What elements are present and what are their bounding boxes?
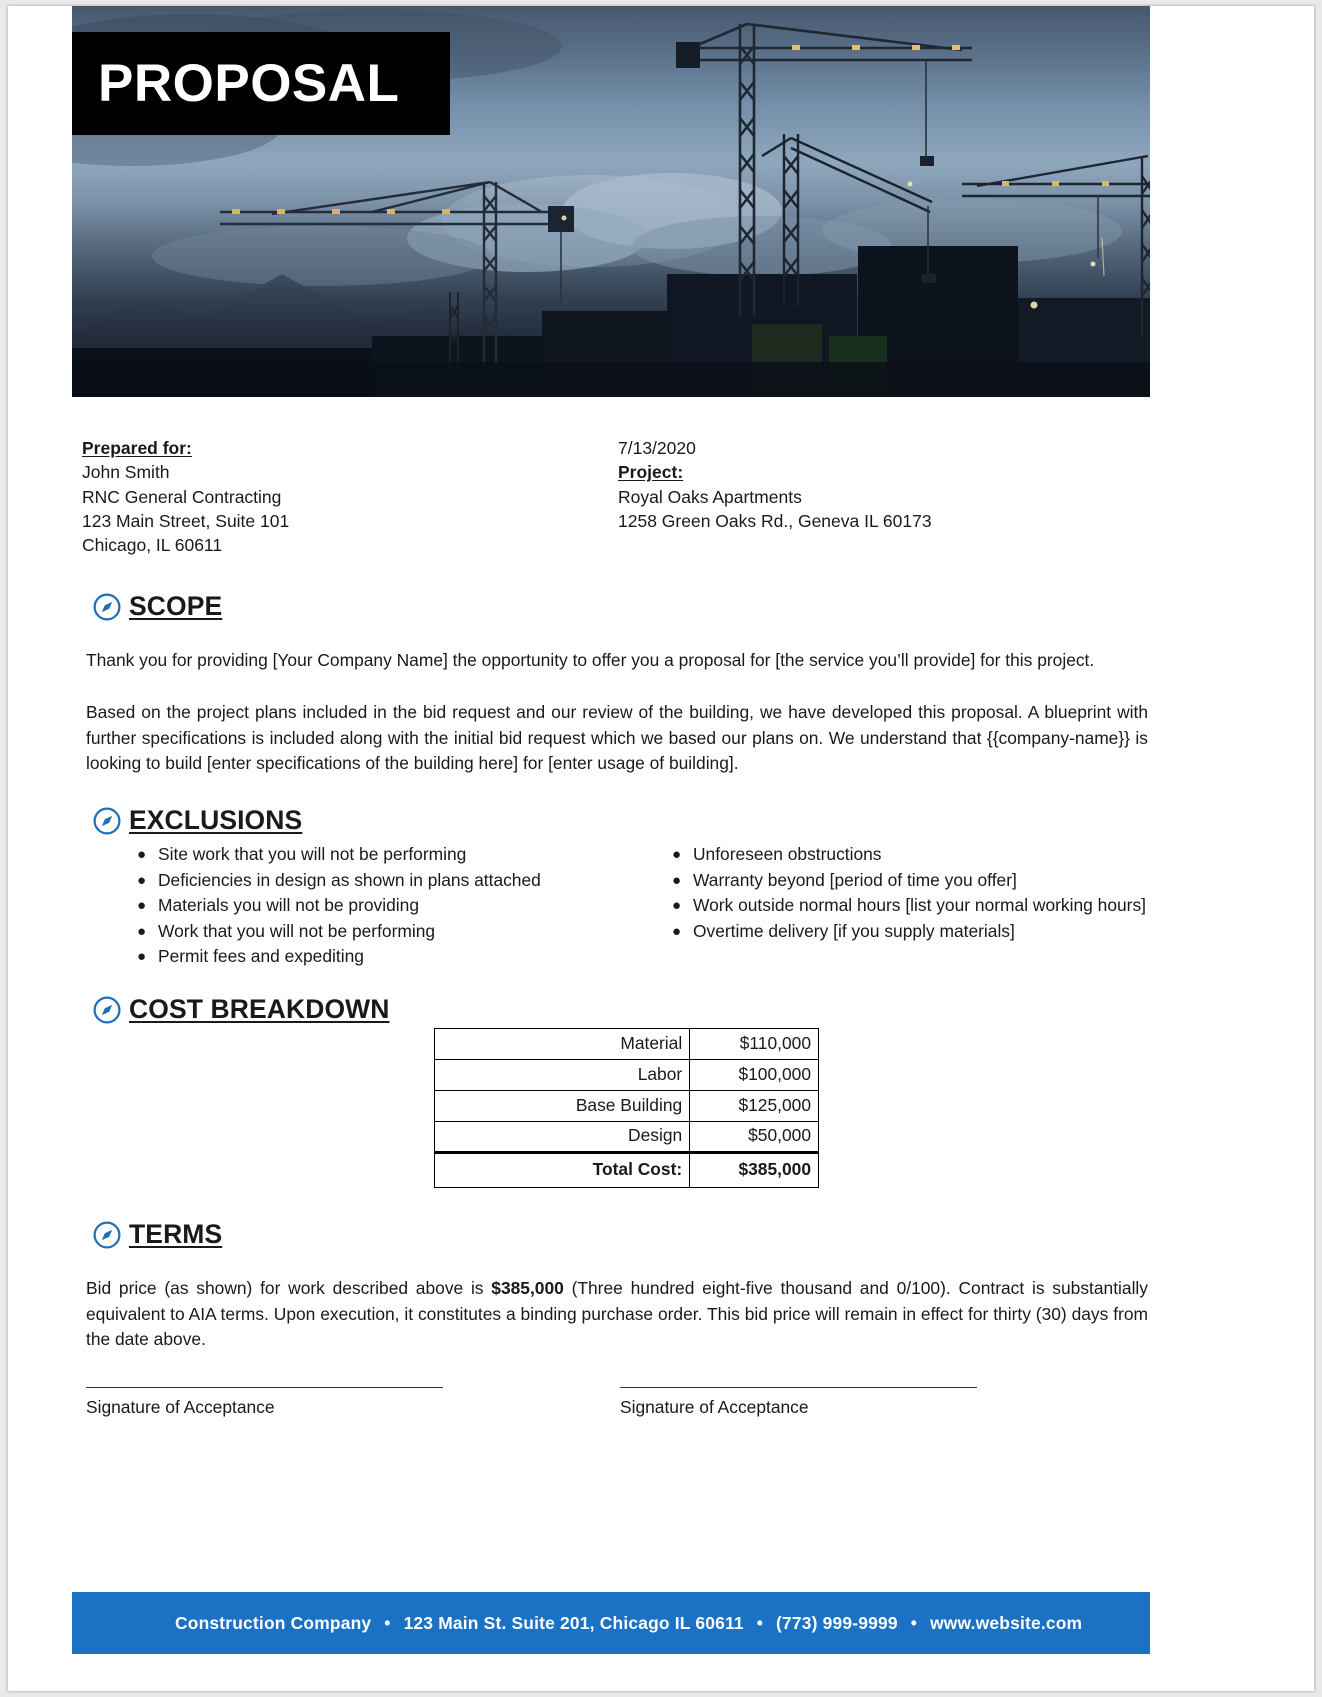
terms-paragraph (86, 1276, 1148, 1353)
bullet-icon: ● (672, 871, 682, 889)
list-item (118, 842, 588, 868)
footer-phone: (773) 999-9999 (776, 1612, 898, 1633)
section-heading-cost-breakdown (92, 995, 390, 1025)
cost-breakdown-title: COST BREAKDOWN (129, 993, 390, 1024)
list-item-label: Deficiencies in design as shown in plans attached (158, 869, 541, 890)
bullet-icon: ● (672, 846, 682, 863)
cost-row-value: $50,000 (690, 1122, 819, 1153)
table-row-total (435, 1153, 819, 1188)
cost-row-value: $125,000 (690, 1091, 819, 1122)
footer-content (72, 1613, 1082, 1634)
terms-text-before: Bid price (as shown) for work described above is (86, 1278, 492, 1298)
list-item (653, 868, 1153, 894)
list-item-label: Warranty beyond [period of time you offer] (693, 869, 1017, 890)
prepared-for-block (82, 436, 615, 557)
list-item-label: Overtime delivery [if you supply materials] (693, 920, 1015, 941)
prepared-for-name: John Smith (82, 462, 170, 483)
prepared-for-heading: Prepared for: (82, 438, 192, 458)
total-cost-value: $385,000 (690, 1153, 819, 1188)
prepared-for-city: Chicago, IL 60611 (82, 535, 223, 556)
table-row (435, 1060, 819, 1091)
list-item (118, 893, 588, 919)
bullet-icon: ● (137, 846, 147, 863)
bullet-icon: ● (137, 948, 147, 965)
cost-row-value: $110,000 (690, 1029, 819, 1060)
cost-row-label: Base Building (435, 1091, 690, 1122)
table-row (435, 1122, 819, 1153)
bullet-icon: ● (672, 922, 682, 940)
signature-label-left: Signature of Acceptance (86, 1397, 275, 1417)
exclusions-list-left (118, 842, 588, 970)
recipient-project-info (82, 436, 1162, 557)
footer-address: 123 Main St. Suite 201, Chicago IL 60611 (403, 1612, 744, 1633)
terms-amount: $385,000 (491, 1278, 564, 1298)
signature-block-right (620, 1387, 977, 1418)
list-item-label: Unforeseen obstructions (693, 844, 882, 864)
footer-separator-3: • (910, 1612, 918, 1633)
proposal-page (8, 6, 1314, 1691)
footer-website[interactable]: www.website.com (930, 1612, 1083, 1633)
bullet-icon: ● (137, 897, 147, 914)
section-heading-terms (92, 1220, 222, 1250)
compass-circle-icon (92, 806, 122, 836)
page-title: PROPOSAL (98, 54, 400, 113)
scope-paragraph-2: Based on the project plans included in the bid request and our review of the building, we have developed this proposal. A blueprint with further specifications is included along with the initial bid request which we based our plans on. We understand that {{company-name}} is looking to build [enter specifications of the building here] for [enter usage of building]. (86, 702, 1148, 773)
scope-paragraph-1: Thank you for providing [Your Company Name] the opportunity to offer you a proposal for [the service you’ll provide] for this project. (86, 650, 1095, 670)
cost-breakdown-table (434, 1028, 819, 1188)
table-row (435, 1091, 819, 1122)
list-item-label: Materials you will not be providing (158, 895, 419, 915)
bullet-icon: ● (137, 871, 147, 889)
list-item (653, 919, 1153, 945)
list-item-label: Work outside normal hours [list your normal working hours] (693, 895, 1146, 915)
cost-row-label: Design (435, 1122, 690, 1153)
list-item-label: Site work that you will not be performing (158, 844, 467, 864)
exclusions-list-right (653, 842, 1153, 944)
prepared-for-company: RNC General Contracting (82, 486, 282, 507)
scope-title: SCOPE (129, 590, 223, 621)
proposal-date: 7/13/2020 (618, 438, 696, 458)
bullet-icon: ● (137, 922, 147, 940)
footer-company: Construction Company (175, 1612, 372, 1633)
compass-circle-icon (92, 1220, 122, 1250)
total-cost-label: Total Cost: (435, 1153, 690, 1188)
signature-block-left (86, 1387, 443, 1418)
project-address: 1258 Green Oaks Rd., Geneva IL 60173 (618, 510, 932, 531)
terms-title: TERMS (129, 1218, 223, 1249)
signature-line-left[interactable] (86, 1387, 443, 1388)
cost-row-label: Labor (435, 1060, 690, 1091)
cost-row-label: Material (435, 1029, 690, 1060)
section-heading-exclusions (92, 806, 302, 836)
list-item (118, 919, 588, 945)
list-item-label: Permit fees and expediting (158, 946, 364, 966)
project-name: Royal Oaks Apartments (618, 486, 802, 507)
footer-separator-2: • (756, 1612, 764, 1633)
list-item-label: Work that you will not be performing (158, 920, 436, 941)
signature-line-right[interactable] (620, 1387, 977, 1388)
list-item (653, 893, 1153, 919)
table-row (435, 1029, 819, 1060)
project-heading: Project: (618, 462, 684, 483)
list-item (653, 842, 1153, 868)
prepared-for-street: 123 Main Street, Suite 101 (82, 510, 290, 531)
compass-circle-icon (92, 995, 122, 1025)
list-item (118, 868, 588, 894)
footer-bar (72, 1592, 1150, 1654)
compass-circle-icon (92, 592, 122, 622)
exclusions-title: EXCLUSIONS (129, 804, 303, 835)
footer-separator-1: • (384, 1612, 391, 1633)
signature-label-right: Signature of Acceptance (620, 1397, 809, 1417)
project-block (615, 436, 1148, 557)
bullet-icon: ● (672, 897, 682, 914)
cost-row-value: $100,000 (690, 1060, 819, 1091)
section-heading-scope (92, 592, 222, 622)
terms-text-after: (Three hundred eight-five thousand and 0/100). Contract is substantially equivalent to AIA terms. Upon execution, it constitutes a binding purchase order. This bid price will remain in effect for thirty (30) days from the date above. (86, 1278, 1148, 1349)
list-item (118, 944, 588, 970)
proposal-title-banner (72, 32, 450, 135)
